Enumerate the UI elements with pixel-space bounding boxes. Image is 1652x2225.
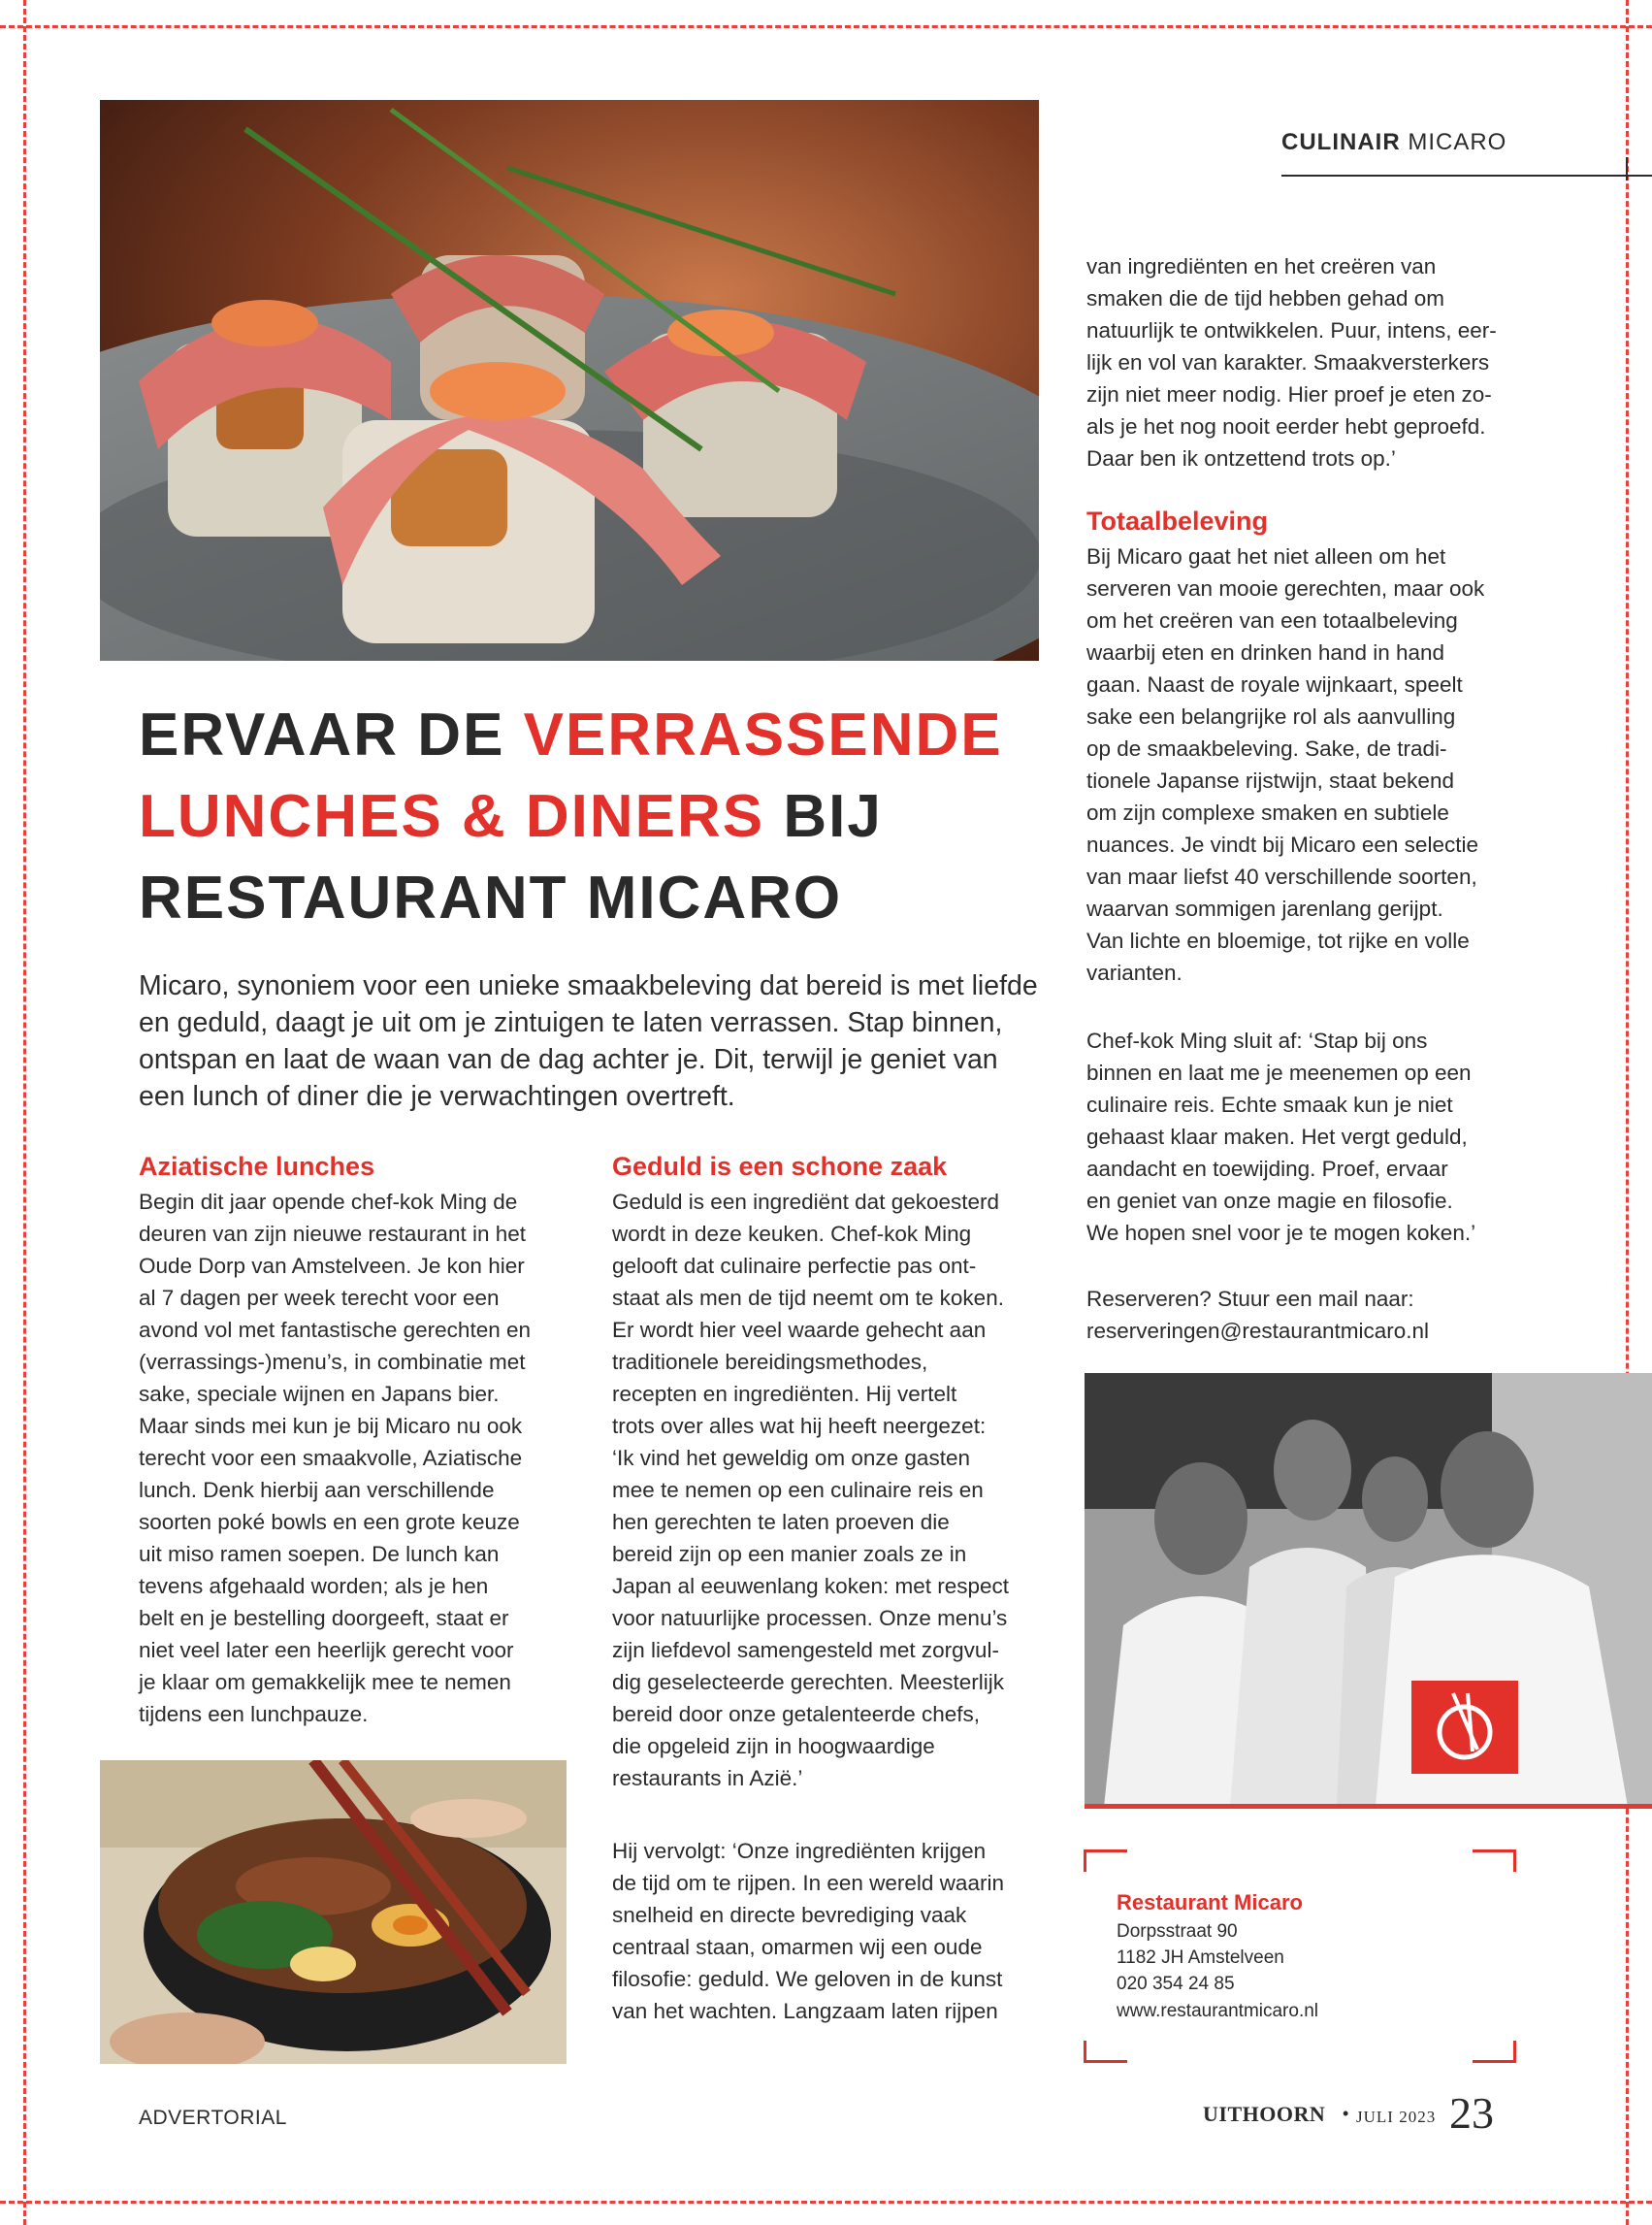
body-totaalbeleving: Bij Micaro gaat het niet alleen om het serveren van mooie gerechten, maar ook om het creëren van een totaalbeleving waarbij eten en drinken hand in hand gaan. Naast de royale wijnkaart, speelt sake een belangrijke rol als aanvulling op de smaakbeleving. Sake, de tradi- tionele Japanse rijstwijn, staat bekend om zijn complexe smaken en subtiele nuances. Je vindt bij Micaro een selectie van maar liefst 40 verschillende soorten, waarvan sommigen jarenlang gerijpt. Van lichte en bloemige, tot rijke en volle varianten.	[1086, 544, 1485, 985]
bracket-top-right	[1473, 1849, 1516, 1872]
crop-frame-bottom	[0, 2201, 1652, 2204]
issue-date: JULI 2023	[1356, 2108, 1437, 2126]
section-label-rest: MICARO	[1408, 129, 1507, 155]
headline-part-red: LUNCHES & DINERS	[139, 783, 765, 850]
address-city: 1182 JH Amstelveen	[1117, 1947, 1284, 1968]
body-hij-vervolgt: Hij vervolgt: ‘Onze ingrediënten krijgen de tijd om te rijpen. In een wereld waarin snelheid en directe bevrediging vaak centraal staan, omarmen wij een oude filosofie: geduld. We geloven in de kunst van het wachten. Langzaam laten rijpen	[612, 1839, 1004, 2023]
address-name: Restaurant Micaro	[1117, 1890, 1303, 1914]
headline-part: RESTAURANT MICARO	[139, 865, 843, 932]
advertorial-label: ADVERTORIAL	[139, 2107, 287, 2129]
sushi-photo	[100, 100, 1039, 661]
section-label	[1281, 129, 1506, 156]
bracket-bottom-left	[1084, 2041, 1127, 2063]
section-rule	[1281, 175, 1652, 177]
headline-line-2	[139, 776, 1041, 858]
photo-accent-line	[1085, 1804, 1652, 1809]
headline-part: ERVAAR DE	[139, 702, 524, 769]
crop-frame-top	[0, 25, 1652, 28]
headline-line-1	[139, 695, 1041, 776]
heading-totaalbeleving: Totaalbeleving	[1086, 507, 1269, 536]
crop-frame-right	[1626, 0, 1629, 2225]
footer-separator: •	[1343, 2104, 1349, 2123]
crop-frame-left	[23, 0, 26, 2225]
headline-part: BIJ	[764, 783, 883, 850]
heading-aziatische-lunches: Aziatische lunches	[139, 1152, 375, 1181]
body-geduld: Geduld is een ingrediënt dat gekoesterd wordt in deze keuken. Chef-kok Ming gelooft dat culinaire perfectie pas ont- staat als men de tijd neemt om te koken. Er wordt hier veel waarde gehecht aan traditionele bereidingsmethodes, recepten en ingrediënten. Hij vertelt trots over alles wat hij heeft neergezet: ‘Ik vind het geweldig om onze gasten mee te nemen op een culinaire reis en hen gerechten te laten proeven die bereid zijn op een manier zoals ze in Japan al eeuwenlang koken: met respect voor natuurlijke processen. Onze menu’s zijn liefdevol samengesteld met zorgvul- dig geselecteerde gerechten. Meesterlijk bereid door onze getalenteerde chefs, die opgeleid zijn in hoogwaardige restaurants in Azië.’	[612, 1190, 1010, 1790]
address-website[interactable]: www.restaurantmicaro.nl	[1117, 2001, 1319, 2021]
intro-paragraph: Micaro, synoniem voor een unieke smaakbeleving dat bereid is met liefde en geduld, daagt je uit om je zintuigen te laten verrassen. Stap binnen, ontspan en laat de waan van de dag achter je. Dit, terwijl je geniet van een lunch of diner die je verwachtingen overtreft.	[139, 970, 1038, 1112]
address-street: Dorpsstraat 90	[1117, 1921, 1238, 1942]
page-number: 23	[1449, 2088, 1494, 2138]
body-chef-quote: Chef-kok Ming sluit af: ‘Stap bij ons binnen en laat me je meenemen op een culinaire reis. Echte smaak kun je niet gehaast klaar maken. Het vergt geduld, aandacht en toewijding. Proef, ervaar en geniet van onze magie en filosofie. We hopen snel voor je te mogen koken.’	[1086, 1029, 1476, 1245]
heading-geduld: Geduld is een schone zaak	[612, 1152, 948, 1181]
bracket-bottom-right	[1473, 2041, 1516, 2063]
body-continued: van ingrediënten en het creëren van smaken die de tijd hebben gehad om natuurlijk te ontwikkelen. Puur, intens, eer- lijk en vol van karakter. Smaakversterkers zijn niet meer nodig. Hier proef je eten zo- als je het nog nooit eerder hebt geproefd. Daar ben ik ontzettend trots op.’	[1086, 254, 1497, 471]
address-phone: 020 354 24 85	[1117, 1974, 1235, 1994]
headline-part-red: VERRASSENDE	[523, 702, 1003, 769]
bracket-top-left	[1084, 1849, 1127, 1872]
headline-line-3	[139, 858, 1041, 939]
chopsticks-bowl-logo-icon	[1411, 1681, 1518, 1774]
ramen-photo	[100, 1760, 567, 2064]
section-label-strong: CULINAIR	[1281, 129, 1401, 155]
headline	[139, 695, 1041, 939]
body-aziatische-lunches: Begin dit jaar opende chef-kok Ming de deuren van zijn nieuwe restaurant in het Oude Dorp van Amstelveen. Je kon hier al 7 dagen per week terecht voor een avond vol met fantastische gerechten en (verrassings-)menu’s, in combinatie met sake, speciale wijnen en Japans bier. Maar sinds mei kun je bij Micaro nu ook terecht voor een smaakvolle, Aziatische lunch. Denk hierbij aan verschillende soorten poké bowls en een grote keuze uit miso ramen soepen. De lunch kan tevens afgehaald worden; als je hen belt en je bestelling doorgeeft, staat er niet veel later een heerlijk gerecht voor je klaar om gemakkelijk mee te nemen tijdens een lunchpauze.	[139, 1190, 532, 1726]
section-rule-tick	[1626, 157, 1628, 180]
chefs-photo	[1085, 1373, 1652, 1807]
magazine-logo: UITHOORN	[1203, 2102, 1326, 2126]
reservation-text: Reserveren? Stuur een mail naar: reserveringen@restaurantmicaro.nl	[1086, 1287, 1429, 1343]
